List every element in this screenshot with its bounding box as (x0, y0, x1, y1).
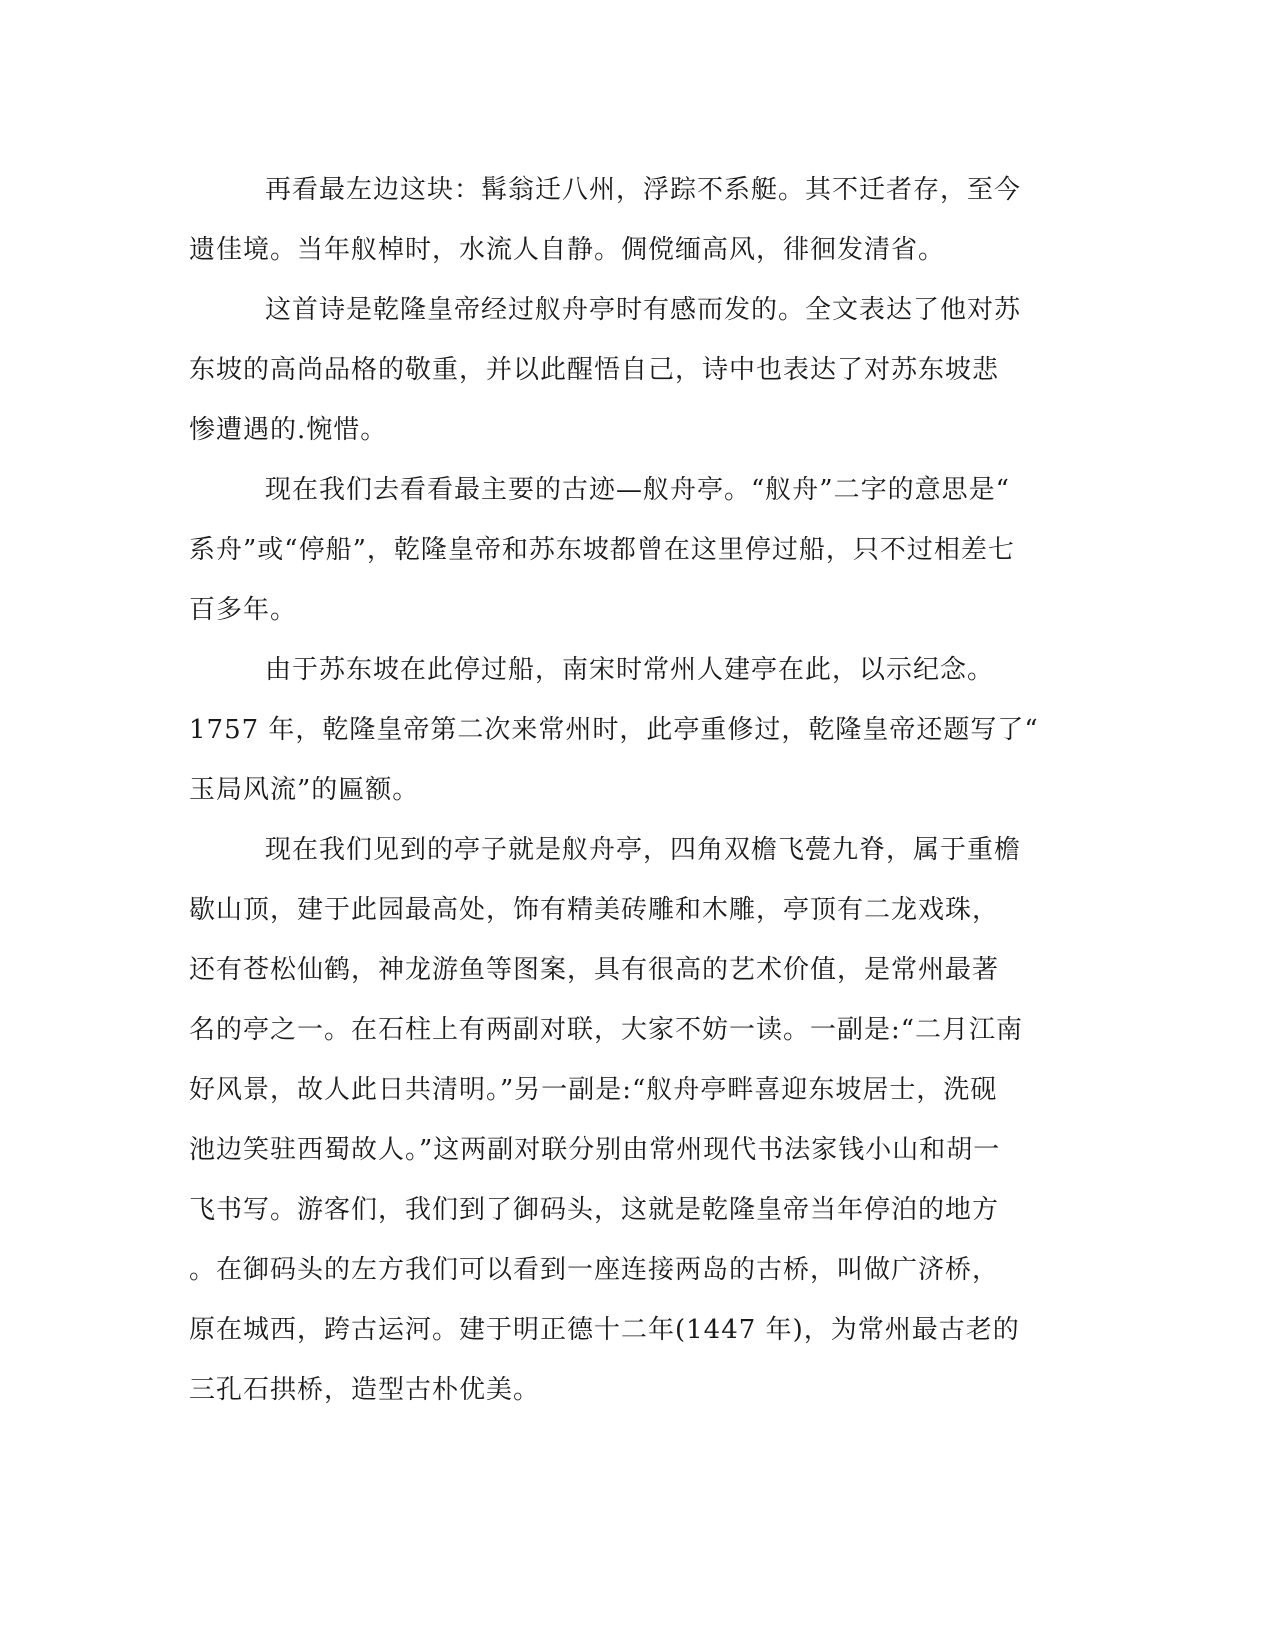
text-line: 池边笑驻西蜀故人。”这两副对联分别由常州现代书法家钱小山和胡一 (189, 1135, 1001, 1165)
text-line: 现在我们见到的亭子就是舣舟亭，四角双檐飞甍九脊，属于重檐 (265, 835, 1022, 865)
text-line: 还有苍松仙鹤，神龙游鱼等图案，具有很高的艺术价值，是常州最著 (189, 955, 1000, 985)
text-line: 遗佳境。当年舣棹时，水流人自静。倜傥缅高风，徘徊发清省。 (189, 235, 946, 265)
text-line: 飞书写。游客们，我们到了御码头，这就是乾隆皇帝当年停泊的地方 (189, 1195, 1000, 1225)
text-line: 百多年。 (189, 595, 298, 625)
text-line: 名的亭之一。在石柱上有两副对联，大家不妨一读。一副是:“二月江南 (189, 1015, 1024, 1045)
text-line: 。在御码头的左方我们可以看到一座连接两岛的古桥，叫做广济桥， (189, 1255, 1000, 1285)
text-line: 玉局风流”的匾额。 (189, 775, 420, 805)
document-body (189, 160, 1089, 1420)
text-line: 这首诗是乾隆皇帝经过舣舟亭时有感而发的。全文表达了他对苏 (265, 295, 1022, 325)
text-line: 好风景，故人此日共清明。”另一副是:“舣舟亭畔喜迎东坡居士，洗砚 (189, 1075, 998, 1105)
text-line: 系舟”或“停船”，乾隆皇帝和苏东坡都曾在这里停过船，只不过相差七 (189, 535, 1015, 565)
text-line: 原在城西，跨古运河。建于明正德十二年(1447 年)，为常州最古老的 (189, 1315, 1020, 1345)
text-line: 东坡的高尚品格的敬重，并以此醒悟自己，诗中也表达了对苏东坡悲 (189, 355, 1000, 385)
text-line: 再看最左边这块：髯翁迁八州，浮踪不系艇。其不迁者存，至今 (265, 175, 1022, 205)
text-line: 惨遭遇的.惋惜。 (189, 415, 388, 445)
text-line: 由于苏东坡在此停过船，南宋时常州人建亭在此，以示纪念。 (265, 655, 995, 685)
text-line: 现在我们去看看最主要的古迹—舣舟亭。“舣舟”二字的意思是“ (265, 475, 1010, 505)
text-line: 三孔石拱桥，造型古朴优美。 (189, 1375, 541, 1405)
text-line: 歇山顶，建于此园最高处，饰有精美砖雕和木雕，亭顶有二龙戏珠， (189, 895, 1000, 925)
text-line: 1757 年，乾隆皇帝第二次来常州时，此亭重修过，乾隆皇帝还题写了“ (189, 715, 1039, 745)
